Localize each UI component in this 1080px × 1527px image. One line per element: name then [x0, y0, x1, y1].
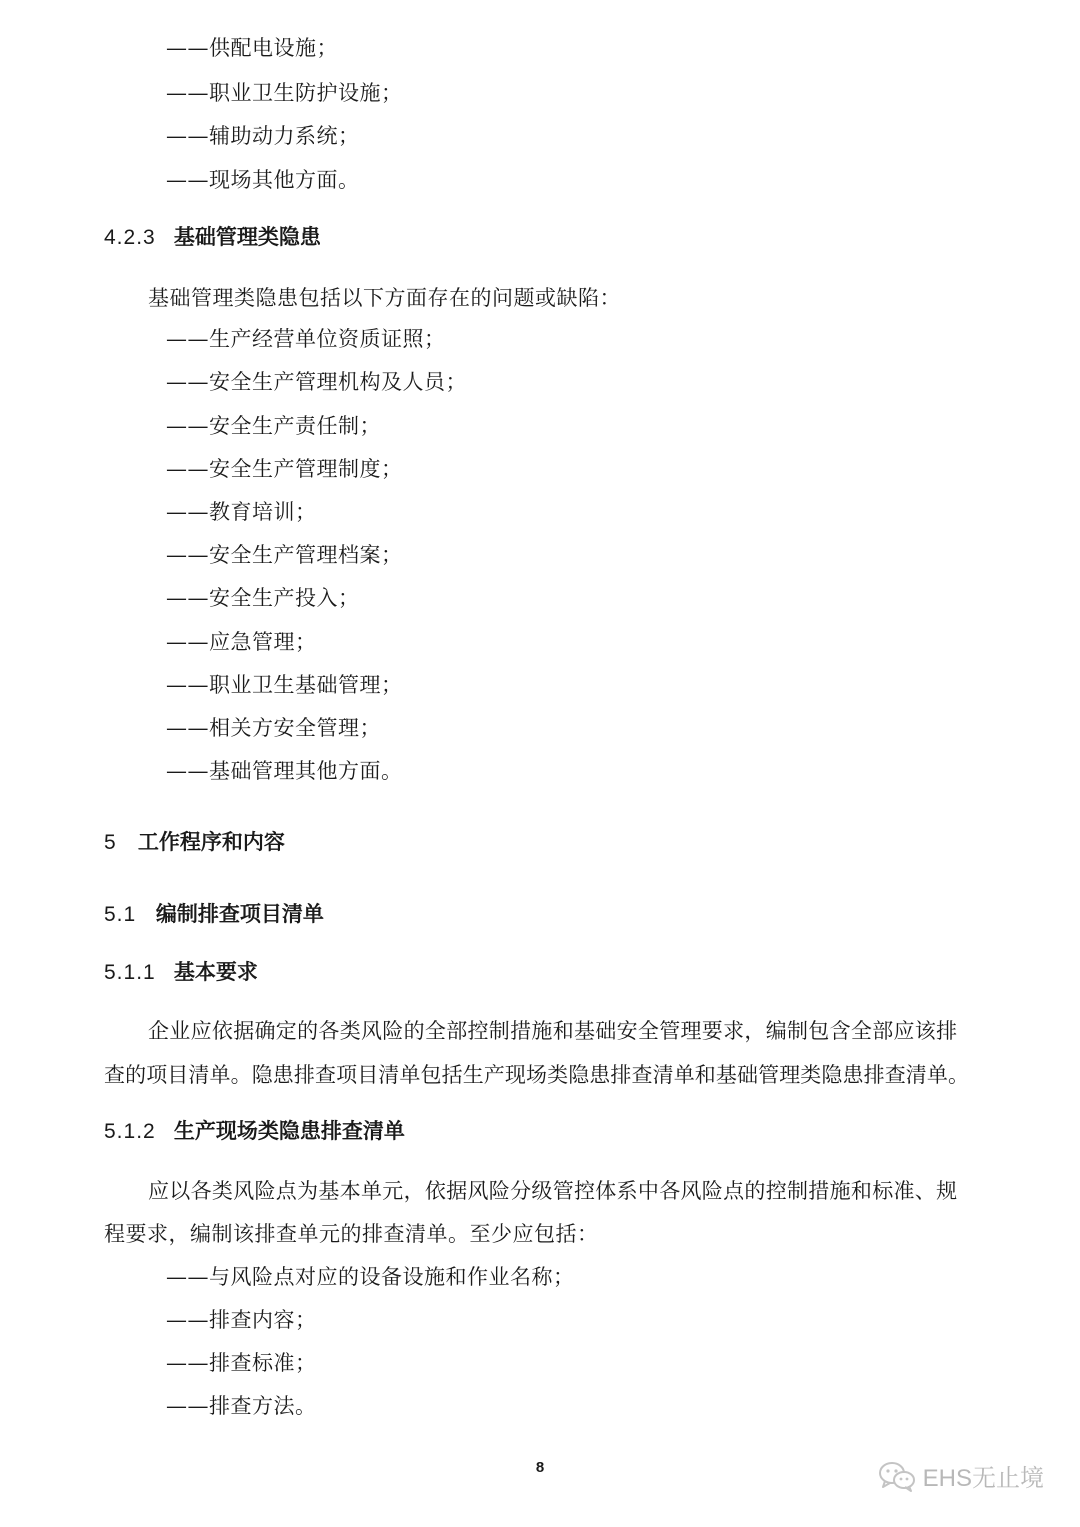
list-item: ——现场其他方面。: [166, 168, 360, 192]
list-item: ——排查内容；: [166, 1308, 317, 1332]
section-heading-5: [104, 829, 285, 857]
section-title: 编制排查项目清单: [155, 903, 324, 926]
section-heading-5-1-2: [104, 1118, 405, 1146]
section-title: 工作程序和内容: [137, 831, 285, 854]
section-title: 基本要求: [173, 961, 258, 984]
list-item: ——辅助动力系统；: [166, 124, 360, 148]
list-item: ——职业卫生防护设施；: [166, 81, 403, 105]
section-number: 5.1.1: [104, 961, 156, 984]
section-heading-5-1: [104, 901, 324, 929]
list-item: ——安全生产管理机构及人员；: [166, 370, 467, 394]
paragraph: 基础管理类隐患包括以下方面存在的问题或缺陷：: [148, 286, 621, 310]
list-item: ——安全生产管理档案；: [166, 543, 403, 567]
list-item: ——供配电设施；: [166, 36, 338, 60]
section-number: 5.1.2: [104, 1120, 156, 1143]
section-heading-5-1-1: [104, 959, 258, 987]
list-item: ——基础管理其他方面。: [166, 759, 403, 783]
wechat-icon: [877, 1460, 917, 1492]
watermark-text: EHS无止境: [922, 1465, 1044, 1492]
list-item: ——安全生产责任制；: [166, 414, 381, 438]
watermark: [877, 1458, 1044, 1493]
list-item: ——与风险点对应的设备设施和作业名称；: [166, 1265, 575, 1289]
list-item: ——相关方安全管理；: [166, 716, 381, 740]
section-number: 4.2.3: [104, 226, 156, 249]
page-number: 8: [535, 1459, 545, 1476]
paragraph-line: 应以各类风险点为基本单元，依据风险分级管控体系中各风险点的控制措施和标准、规: [148, 1179, 958, 1203]
paragraph-line: 程要求，编制该排查单元的排查清单。至少应包括：: [104, 1222, 599, 1246]
section-number: 5: [104, 831, 117, 854]
section-heading-4-2-3: [104, 224, 321, 252]
section-title: 生产现场类隐患排查清单: [173, 1120, 405, 1143]
list-item: ——排查标准；: [166, 1351, 317, 1375]
list-item: ——应急管理；: [166, 630, 317, 654]
paragraph-line: 查的项目清单。隐患排查项目清单包括生产现场类隐患排查清单和基础管理类隐患排查清单。: [104, 1063, 970, 1087]
section-title: 基础管理类隐患: [173, 226, 321, 249]
list-item: ——教育培训；: [166, 500, 317, 524]
list-item: ——安全生产投入；: [166, 586, 360, 610]
list-item: ——排查方法。: [166, 1394, 317, 1418]
list-item: ——生产经营单位资质证照；: [166, 327, 446, 351]
paragraph-line: 企业应依据确定的各类风险的全部控制措施和基础安全管理要求，编制包含全部应该排: [148, 1019, 958, 1043]
list-item: ——安全生产管理制度；: [166, 457, 403, 481]
list-item: ——职业卫生基础管理；: [166, 673, 403, 697]
section-number: 5.1: [104, 903, 137, 926]
